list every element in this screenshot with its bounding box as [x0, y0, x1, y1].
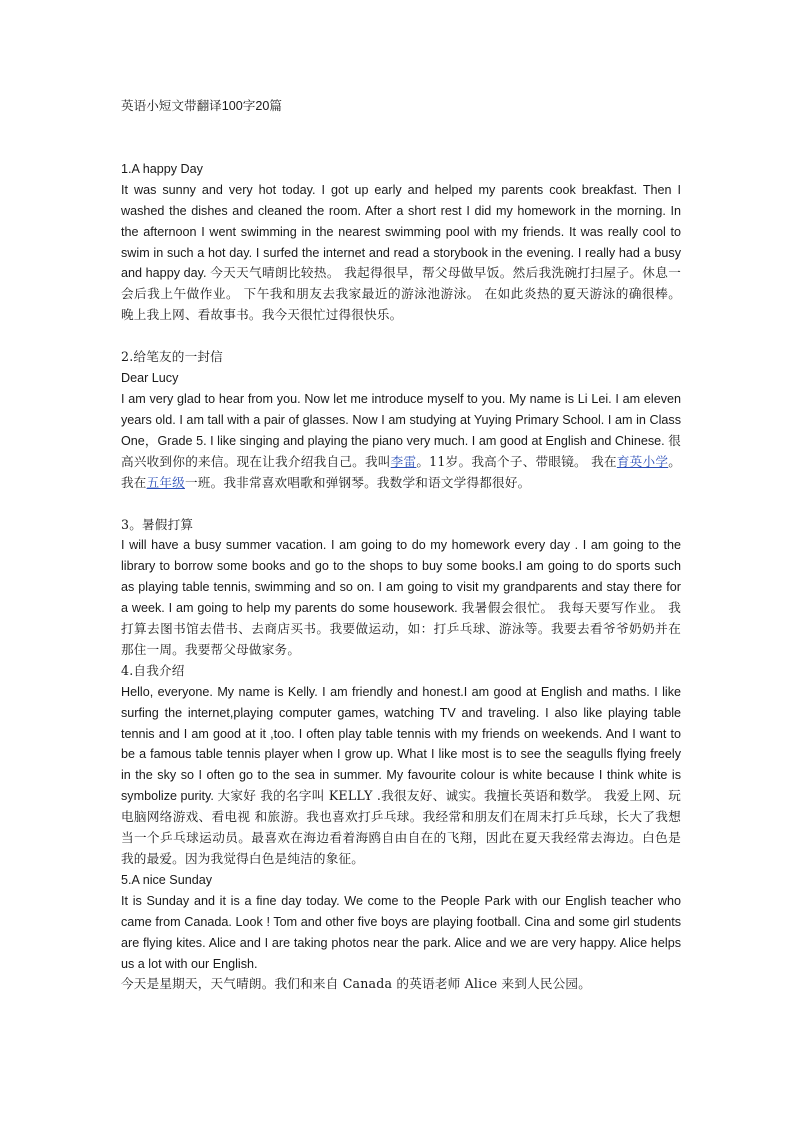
- grade-link[interactable]: 五年级: [146, 474, 185, 490]
- document-page: [121, 96, 681, 995]
- section-heading: 1.A happy Day: [121, 161, 203, 176]
- chinese-text-part: 。我在: [121, 453, 682, 490]
- section-heading: 4.自我介绍: [121, 662, 185, 678]
- section-heading: 2.给笔友的一封信: [121, 349, 223, 365]
- chinese-text-part: 一班。我非常喜欢唱歌和弹钢琴。我数学和语文学得都很好。: [184, 474, 531, 490]
- section-1: [121, 159, 681, 326]
- english-text: I will have a busy summer vacation. I am going to do my homework every day . I am going to the library to borrow some books and go to the shops to buy some books.I am going to do sports such as playing table tennis, swimming and so on. I am going to visit my grandparents and stay there for a week. I am going to help my parents do some housework.: [121, 538, 681, 616]
- chinese-translation: 大家好 我的名字叫 KELLY .我很友好、诚实。我擅长英语和数学。 我爱上网、玩电脑网络游戏、看电视 和旅游。我也喜欢打乒乓球。我经常和朋友们在周末打乒乓球，长大了我想当一个乒乓球运动员。最喜欢在海边看着海鸥自由自在的飞翔，因此在夏天我经常去海边。白色是我的最爱。因为我觉得白色是纯洁的象征。: [121, 788, 681, 866]
- section-2: [121, 347, 681, 493]
- section-body: [121, 180, 681, 326]
- chinese-text-part: 很高兴收到你的来信。现在让我介绍我自己。我叫: [121, 432, 681, 469]
- section-body: [121, 389, 681, 494]
- section-body: [121, 891, 681, 975]
- chinese-translation: 今天天气晴朗比较热。 我起得很早，帮父母做早饭。然后我洗碗打扫屋子。休息一会后我上午做作业。 下午我和朋友去我家最近的游泳池游泳。 在如此炎热的夏天游泳的确很棒。 晚上我上网、看故事书。我今天很忙过得很快乐。: [121, 265, 681, 323]
- section-5: [121, 870, 681, 995]
- english-text: Hello, everyone. My name is Kelly. I am friendly and honest.I am good at English and maths. I like surfing the internet,playing computer games, watching TV and traveling. I also like playing table tennis and I am good at it ,too. I often play table tennis with my friends on weekends. And I want to be a famous table tennis player when I grow up. What I like most is to see the seagulls flying freely in the sky so I often go to the sea in summer. My favourite colour is white because I think white is symbolize purity.: [121, 684, 681, 804]
- section-spacer: [121, 326, 681, 347]
- section-spacer: [121, 494, 681, 515]
- section-4: [121, 661, 681, 870]
- section-3: [121, 515, 681, 661]
- english-text: It is Sunday and it is a fine day today. We come to the People Park with our English teacher who came from Canada. Look ! Tom and other five boys are playing football. Cina and some girl students are flying kites. Alice and I are taking photos near the park. Alice and we are very happy. Alice helps us a lot with our English.: [121, 893, 681, 971]
- letter-salutation: Dear Lucy: [121, 371, 179, 386]
- section-body: [121, 535, 681, 660]
- section-heading: 5.A nice Sunday: [121, 872, 213, 887]
- section-heading: 3。暑假打算: [121, 516, 194, 532]
- school-link[interactable]: 育英小学: [616, 453, 669, 469]
- document-title: 英语小短文带翻译100字20篇: [121, 99, 282, 113]
- section-body: [121, 682, 681, 870]
- chinese-translation: 我暑假会很忙。 我每天要写作业。 我打算去图书馆去借书、去商店买书。我要做运动，如：打乒乓球、游泳等。我要去看爷爷奶奶并在那住一周。我要帮父母做家务。: [121, 600, 681, 657]
- english-text: I am very glad to hear from you. Now let me introduce myself to you. My name is Li Lei. I am eleven years old. I am tall with a pair of glasses. Now I am studying at Yuying Primary School. I am in Class One，Grade 5. I like singing and playing the piano very much. I am good at English and Chinese.: [121, 391, 681, 448]
- name-link[interactable]: 李雷: [390, 453, 417, 469]
- chinese-translation: 今天是星期天，天气晴朗。我们和来自 Canada 的英语老师 Alice 来到人民公园。: [121, 976, 592, 992]
- chinese-text-part: 。11岁。我高个子、带眼镜。 我在: [416, 453, 617, 469]
- english-text: It was sunny and very hot today. I got up early and helped my parents cook breakfast. Then I washed the dishes and cleaned the room. After a short rest I did my homework in the morning. In the afternoon I went swimming in the nearest swimming pool with my friends. It was really cool to swim in such a hot day. I surfed the internet and read a storybook in the evening. I really had a busy and happy day.: [121, 182, 681, 281]
